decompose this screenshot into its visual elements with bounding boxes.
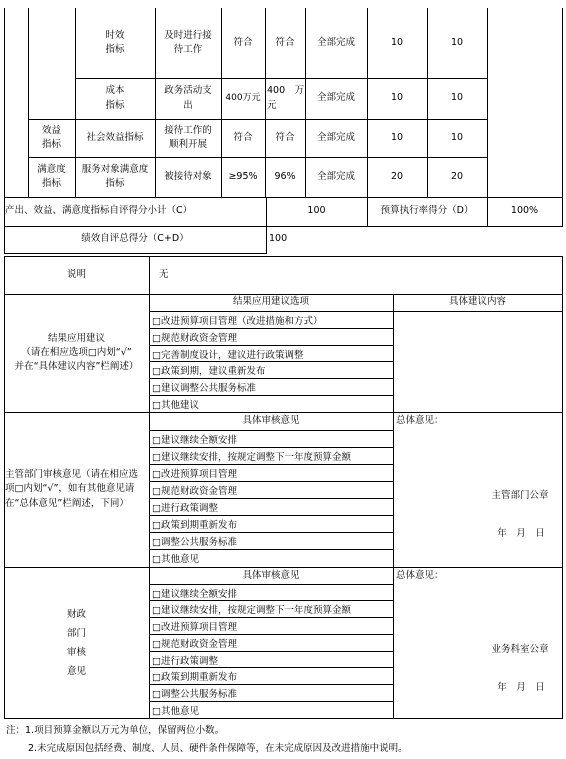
finance-option-6[interactable]: □政策到期重新发布 (152, 672, 237, 683)
exec-rate-value: 100% (510, 205, 539, 217)
dept-seal: 主管部门公章 (491, 489, 549, 501)
row2-status: 全部完成 (316, 92, 355, 104)
finance-option-3[interactable]: □改进预算项目管理 (152, 622, 237, 633)
row1-actual: 符合 (275, 36, 295, 48)
row3-target: 符合 (233, 131, 253, 143)
remark-label: 说明 (66, 268, 86, 280)
application-option-4[interactable]: □政策到期，建议重新发布 (152, 366, 266, 377)
dept-option-8[interactable]: □其他意见 (152, 554, 199, 565)
finance-review-label: 财政 部门 审核 意见 (66, 608, 86, 677)
row4-l2: 服务对象满意度 指标 (81, 163, 149, 189)
dept-option-3[interactable]: □改进预算项目管理 (152, 469, 237, 480)
dept-option-5[interactable]: □进行政策调整 (152, 503, 218, 514)
total-value: 100 (269, 233, 288, 245)
row2-target: 400万元 (225, 92, 261, 103)
row3-l2: 社会效益指标 (86, 131, 144, 143)
row4-weight: 20 (390, 170, 404, 182)
remark-value: 无 (159, 268, 169, 280)
row1-score: 10 (450, 36, 464, 48)
row1-l2: 时效 指标 (105, 29, 125, 55)
finance-option-8[interactable]: □其他意见 (152, 706, 199, 717)
note-2: 2.未完成原因包括经费、制度、人员、硬件条件保障等，在未完成原因及改进措施中说明。 (28, 743, 408, 754)
subtotal-label: 产出、效益、满意度指标自评得分小计（C） (5, 205, 193, 217)
dept-overall-label: 总体意见： (396, 414, 444, 426)
finance-review-header: 具体审核意见 (242, 569, 300, 581)
row2-score: 10 (450, 92, 464, 104)
finance-overall-label: 总体意见： (396, 569, 444, 581)
application-options-header: 结果应用建议选项 (232, 296, 309, 308)
row2-l2: 成本 指标 (105, 85, 125, 111)
row1-status: 全部完成 (316, 36, 355, 48)
application-detail-header: 具体建议内容 (448, 296, 506, 308)
row3-score: 10 (450, 131, 464, 143)
row3-l3: 接待工作的 顺利开展 (164, 124, 212, 150)
row4-status: 全部完成 (316, 170, 355, 182)
dept-option-4[interactable]: □规范财政资金管理 (152, 486, 237, 497)
subtotal-value: 100 (307, 205, 326, 217)
finance-option-5[interactable]: □进行政策调整 (152, 656, 218, 667)
finance-option-2[interactable]: □建议继续安排，按规定调整下一年度预算金额 (152, 605, 351, 616)
row2-weight: 10 (390, 92, 404, 104)
dept-option-7[interactable]: □调整公共服务标准 (152, 537, 237, 548)
row4-l1: 满意度 指标 (37, 163, 66, 189)
dept-option-6[interactable]: □政策到期重新发布 (152, 520, 237, 531)
finance-option-7[interactable]: □调整公共服务标准 (152, 689, 237, 700)
finance-seal: 业务科室公章 (491, 643, 549, 655)
row2-actual: 400 万 元 (267, 85, 305, 111)
dept-option-1[interactable]: □建议继续全额安排 (152, 435, 237, 446)
application-option-5[interactable]: □建议调整公共服务标准 (152, 383, 256, 394)
dept-date: 年 月 日 (497, 527, 545, 539)
row1-weight: 10 (390, 36, 404, 48)
total-label: 绩效自评总得分（C+D） (81, 233, 189, 245)
row1-target: 符合 (233, 36, 253, 48)
application-option-6[interactable]: □其他建议 (152, 400, 199, 411)
row3-weight: 10 (390, 131, 404, 143)
finance-date: 年 月 日 (497, 681, 545, 693)
finance-option-4[interactable]: □规范财政资金管理 (152, 639, 237, 650)
row4-actual: 96% (274, 170, 296, 182)
row2-l3: 政务活动支 出 (164, 85, 212, 111)
row1-l3: 及时进行接 待工作 (164, 29, 212, 55)
row3-actual: 符合 (275, 131, 295, 143)
row3-l1: 效益 指标 (41, 124, 61, 150)
dept-review-label: 主管部门审核意见（请在相应选项□内划“√”，如有其他意见请在“总体意见”栏阐述，下同） (5, 469, 139, 509)
row4-score: 20 (450, 170, 464, 182)
dept-option-2[interactable]: □建议继续安排，按规定调整下一年度预算金额 (152, 452, 351, 463)
dept-review-header: 具体审核意见 (242, 414, 300, 426)
application-option-1[interactable]: □改进预算项目管理（改进措施和方式） (152, 316, 323, 327)
application-label: 结果应用建议 （请在相应选项□内划“√” 并在“具体建议内容”栏阐述） (14, 332, 139, 373)
exec-rate-label: 预算执行率得分（D） (380, 205, 474, 217)
row4-l3: 被接待对象 (164, 170, 212, 182)
finance-option-1[interactable]: □建议继续全额安排 (152, 589, 237, 600)
application-option-3[interactable]: □完善制度设计，建议进行政策调整 (152, 350, 304, 361)
row4-target: ≥95% (228, 170, 258, 182)
application-option-2[interactable]: □规范财政资金管理 (152, 333, 237, 344)
row3-status: 全部完成 (316, 131, 355, 143)
note-1: 注：1.项目预算金额以万元为单位，保留两位小数。 (6, 725, 225, 736)
